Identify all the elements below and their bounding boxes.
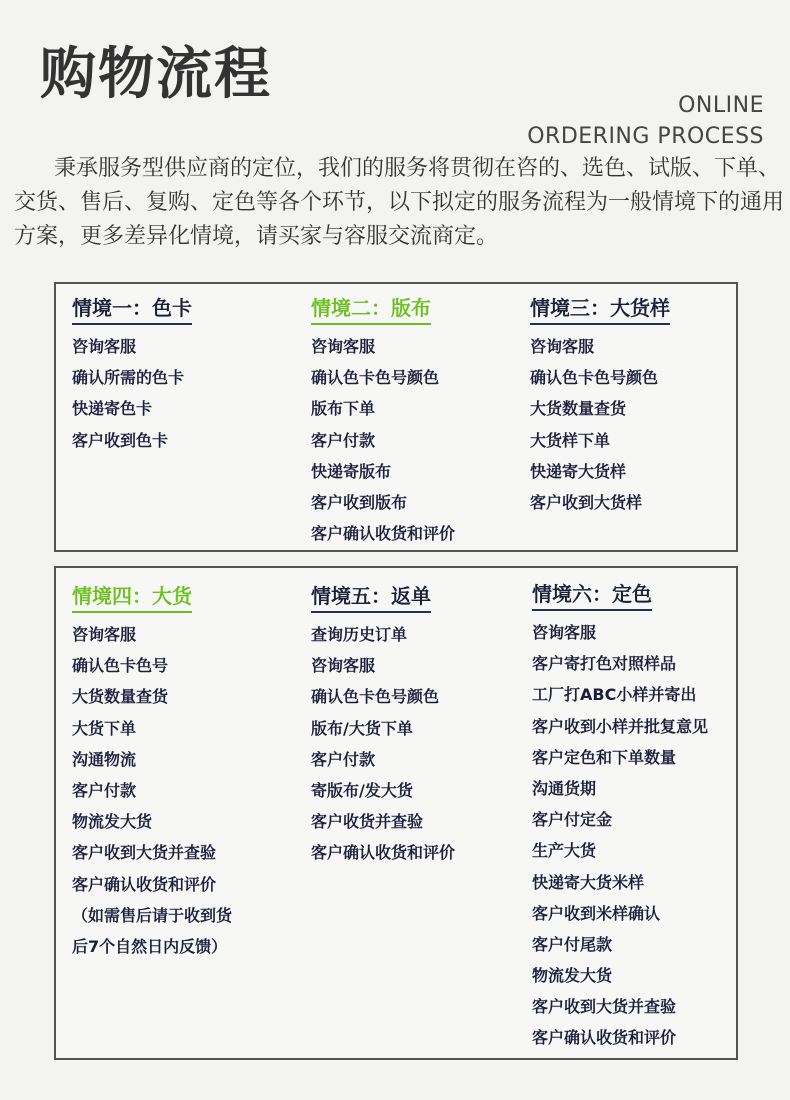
- scenario-step: 生产大货: [532, 841, 597, 861]
- scenario-step: 快递寄色卡: [72, 399, 153, 419]
- scenario-6: [532, 578, 708, 1054]
- scenario-5: [311, 580, 455, 869]
- scenario-step: 大货样下单: [530, 430, 611, 450]
- scenario-step: 确认色卡色号颜色: [311, 368, 440, 388]
- scenario-step: 大货数量查货: [72, 687, 169, 707]
- scenario-step: 工厂打ABC小样并寄出: [532, 685, 697, 705]
- scenario-step: 后7个自然日内反馈）: [72, 936, 228, 956]
- scenario-step: 客户付尾款: [532, 934, 613, 954]
- scenario-4: [72, 580, 232, 962]
- scenario-steps: [532, 617, 708, 1054]
- scenario-steps: [72, 331, 192, 456]
- scenario-step: 大货数量查货: [530, 399, 627, 419]
- scenario-step: 版布下单: [311, 399, 376, 419]
- scenario-title: 情境一：色卡: [72, 292, 192, 325]
- scenario-step: 快递寄版布: [311, 461, 392, 481]
- scenario-3: [530, 292, 670, 518]
- scenario-step: 客户付款: [311, 430, 376, 450]
- scenario-step: （如需售后请于收到货: [72, 905, 233, 925]
- scenario-title: 情境二：版布: [311, 292, 431, 325]
- scenario-step: 客户收到色卡: [72, 430, 169, 450]
- scenario-step: 客户付定金: [532, 810, 613, 830]
- scenario-1: [72, 292, 192, 456]
- scenario-step: 确认色卡色号颜色: [530, 368, 659, 388]
- scenario-step: 咨询客服: [532, 623, 597, 642]
- scenario-title: 情境五：返单: [311, 580, 431, 613]
- intro-paragraph: 秉承服务型供应商的定位，我们的服务将贯彻在咨的、选色、试版、下单、交货、售后、复购、定色等各个环节，以下拟定的服务流程为一般情境下的通用方案，更多差异化情境，请买家与容服交流商定。: [14, 156, 785, 249]
- scenario-step: 沟通货期: [532, 778, 597, 798]
- scenario-step: 快递寄大货米样: [532, 872, 645, 892]
- scenario-step: 物流发大货: [72, 812, 153, 832]
- subtitle-line-1: ONLINE: [678, 93, 764, 118]
- scenario-step: 咨询客服: [311, 337, 376, 356]
- scenario-step: 客户确认收货和评价: [311, 843, 456, 863]
- scenario-step: 咨询客服: [72, 625, 137, 644]
- scenario-step: 客户收到米样确认: [532, 903, 661, 923]
- scenario-title: 情境四：大货: [72, 580, 192, 613]
- scenario-step: 客户收货并查验: [311, 812, 424, 832]
- scenario-step: 寄版布/发大货: [311, 780, 413, 800]
- scenario-step: 客户定色和下单数量: [532, 747, 677, 767]
- scenario-step: 大货下单: [72, 718, 137, 738]
- scenario-title: 情境六：定色: [532, 578, 652, 611]
- scenario-box-top: [54, 282, 738, 552]
- scenario-title: 情境三：大货样: [530, 292, 670, 325]
- scenario-step: 查询历史订单: [311, 625, 408, 644]
- scenario-step: 客户收到版布: [311, 492, 408, 512]
- scenario-step: 客户确认收货和评价: [311, 524, 456, 544]
- scenario-step: 确认所需的色卡: [72, 368, 185, 388]
- scenario-steps: [72, 619, 232, 962]
- scenario-step: 客户付款: [311, 749, 376, 769]
- scenario-step: 确认色卡色号: [72, 656, 169, 676]
- scenario-step: 版布/大货下单: [311, 718, 413, 738]
- scenario-steps: [311, 619, 455, 869]
- scenario-step: 客户确认收货和评价: [72, 874, 217, 894]
- scenario-step: 咨询客服: [72, 337, 137, 356]
- scenario-step: 物流发大货: [532, 966, 613, 986]
- scenario-step: 确认色卡色号颜色: [311, 687, 440, 707]
- scenario-step: 客户收到小样并批复意见: [532, 716, 709, 736]
- scenario-step: 沟通物流: [72, 749, 137, 769]
- scenario-step: 客户收到大货并查验: [72, 843, 217, 863]
- scenario-step: 客户收到大货并查验: [532, 997, 677, 1017]
- scenario-step: 咨询客服: [530, 337, 595, 356]
- page-title: 购物流程: [40, 42, 272, 107]
- scenario-step: 客户付款: [72, 780, 137, 800]
- scenario-steps: [311, 331, 455, 549]
- scenario-step: 客户寄打色对照样品: [532, 654, 677, 674]
- scenario-steps: [530, 331, 670, 518]
- scenario-step: 咨询客服: [311, 656, 376, 676]
- scenario-2: [311, 292, 455, 549]
- scenario-box-bottom: [54, 566, 738, 1060]
- scenario-step: 快递寄大货样: [530, 461, 627, 481]
- subtitle-line-2: ORDERING PROCESS: [527, 124, 764, 149]
- page-subtitle: [527, 90, 764, 152]
- scenario-step: 客户确认收货和评价: [532, 1028, 677, 1048]
- scenario-step: 客户收到大货样: [530, 492, 643, 512]
